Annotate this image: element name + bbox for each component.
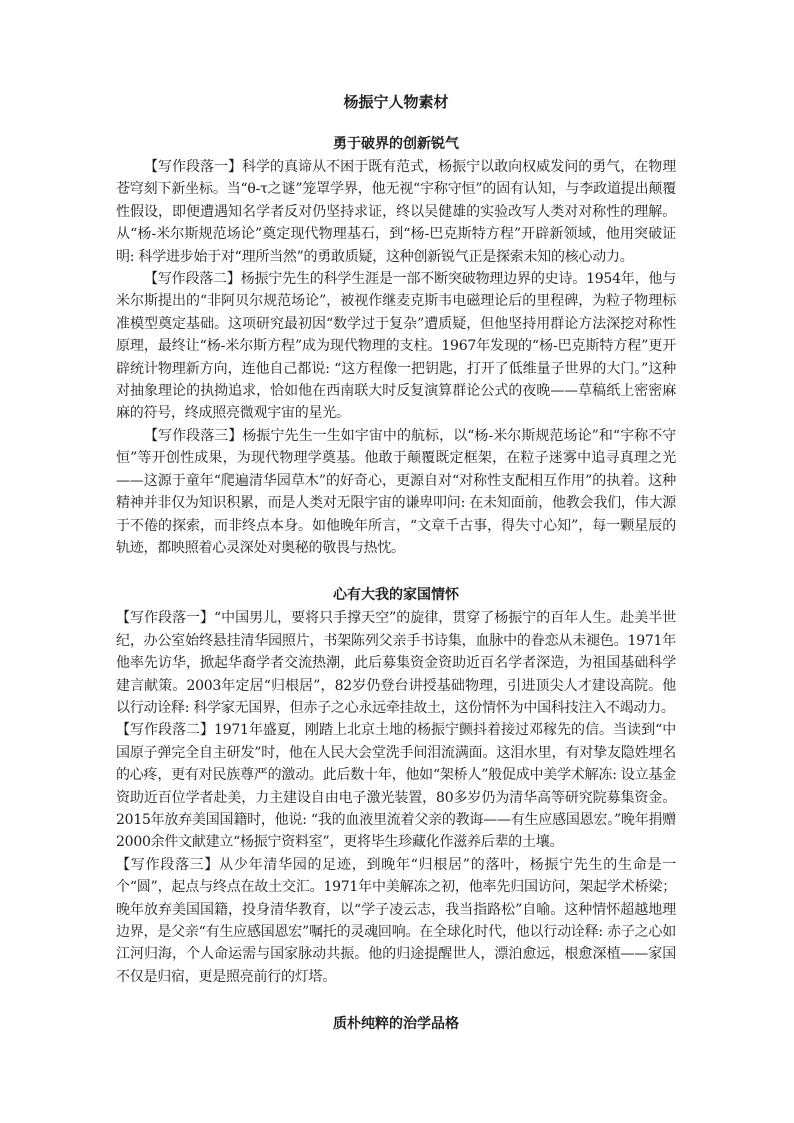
section-heading: 质朴纯粹的治学品格 (333, 1016, 459, 1033)
paragraph: 【写作段落二】杨振宁先生的科学生涯是一部不断突破物理边界的史诗。1954年，他与米尔斯提出的“非阿贝尔规范场论”，被视作继麦克斯韦电磁理论后的里程碑，为粒子物理标准模型奠定基础。这项研究最初因“数学过于复杂”遭质疑，但他坚持用群论方法深挖对称性原理，最终让“杨-米尔斯方程”成为现代物理的支柱。1967年发现的“杨-巴克斯特方程”更开辟统计物理新方向，连他自己都说: “这方程像一把钥匙，打开了低维量子世界的大门。”这种对抽象理论的执拗追求，恰如他在西南联大时反复演算群论公式的夜晚——草稿纸上密密麻麻的符号，终成照亮微观宇宙的星光。 (116, 271, 676, 422)
section-scholarship (116, 1014, 676, 1034)
document-title: 杨振宁人物素材 (343, 93, 449, 111)
paragraph: 【写作段落一】“中国男儿，要将只手撑天空”的旋律，贯穿了杨振宁的百年人生。赴美半世纪，办公室始终悬挂清华园照片，书架陈列父亲手书诗集，血脉中的眷恋从未褪色。1971年他率先访华，掀起华裔学者交流热潮，此后募集资金资助近百名学者深造，为祖国基础科学建言献策。2003年定居“归根居”，82岁仍登台讲授基础物理，引进顶尖人才建设高院。他以行动诠释: 科学家无国界，但赤子之心永远牵挂故土，这份情怀为中国科技注入不竭动力。 (116, 610, 676, 716)
paragraph: 【写作段落二】1971年盛夏，刚踏上北京土地的杨振宁颤抖着接过邓稼先的信。当读到“中国原子弹完全自主研发”时，他在人民大会堂洗手间泪流满面。这泪水里，有对挚友隐姓埋名的心疼，更有对民族尊严的激动。此后数十年，他如“架桥人”般促成中美学术解冻: 设立基金资助近百位学者赴美，力主建设自由电子激光装置，80多岁仍为清华高等研究院募集资金。2015年放弃美国国籍时，他说: “我的血液里流着父亲的教诲——有生应感国恩宏。”晚年捐赠2000余件文献建立“杨振宁资料室”，更将毕生珍藏化作滋养后辈的土壤。 (116, 722, 676, 851)
section-patriotism (116, 585, 676, 988)
section-heading: 勇于破界的创新锐气 (333, 136, 459, 152)
section-gap (116, 988, 676, 1014)
document-page (116, 92, 676, 1036)
paragraph: 【写作段落三】从少年清华园的足迹，到晚年“归根居”的落叶，杨振宁先生的生命是一个“圆”，起点与终点在故土交汇。1971年中美解冻之初，他率先归国访问，架起学术桥梁；晚年放弃美国国籍，投身清华教育，以“学子凌云志，我当指路松”自喻。这种情怀超越地理边界，是父亲“有生应感国恩宏”嘱托的灵魂回响。在全球化时代，他以行动诠释: 赤子之心如江河归海，个人命运需与国家脉动共振。他的归途提醒世人，漂泊愈远，根愈深植——家国不仅是归宿，更是照亮前行的灯塔。 (116, 856, 676, 985)
section-heading: 心有大我的家国情怀 (333, 587, 459, 604)
paragraph: 【写作段落一】科学的真谛从不困于既有范式，杨振宁以敢向权威发问的勇气，在物理苍穹刻下新坐标。当“θ-τ之谜”笼罩学界，他无视“宇称守恒”的固有认知，与李政道提出颠覆性假设，即便遭遇知名学者反对仍坚持求证，终以吴健雄的实验改写人类对对称性的理解。从“杨-米尔斯规范场论”奠定现代物理基石，到“杨-巴克斯特方程”开辟新领域，他用突破证明: 科学进步始于对“理所当然”的勇敢质疑，这种创新锐气正是探索未知的核心动力。 (116, 159, 676, 265)
paragraph: 【写作段落三】杨振宁先生一生如宇宙中的航标，以“杨-米尔斯规范场论”和“宇称不守恒”等开创性成果，为现代物理学奠基。他敢于颠覆既定框架，在粒子迷雾中追寻真理之光——这源于童年“爬遍清华园草木”的好奇心，更源自对“对称性支配相互作用”的执着。这种精神并非仅为知识积累，而是人类对无限宇宙的谦卑叩问: 在未知面前，他教会我们，伟大源于不倦的探索，而非终点本身。如他晚年所言，“文章千古事，得失寸心知”，每一颗星辰的轨迹，都映照着心灵深处对奥秘的敬畏与热忱。 (116, 427, 676, 556)
section-gap (116, 559, 676, 585)
section-innovation (116, 134, 676, 559)
